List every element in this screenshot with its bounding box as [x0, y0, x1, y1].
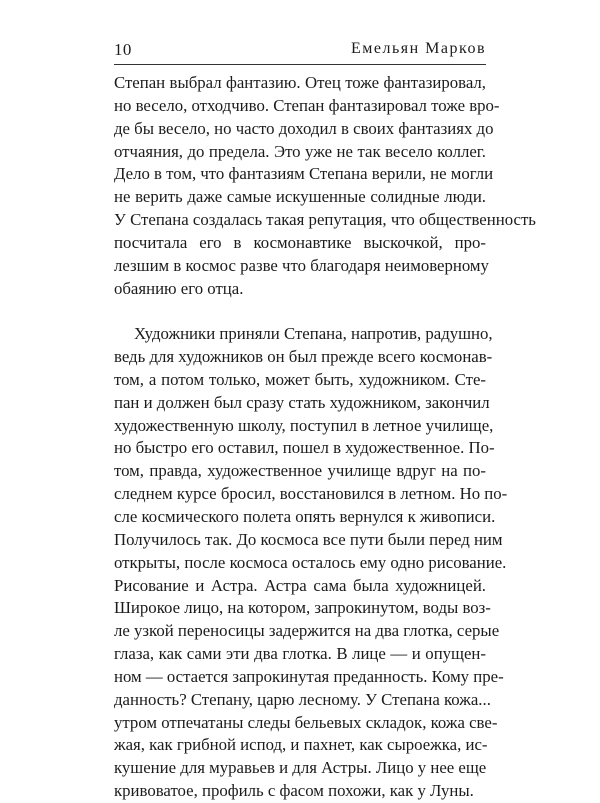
text-line: посчитала его в космонавтике выскочкой, про-	[114, 232, 486, 252]
text-line: Получилось так. До космоса все пути были перед ним	[114, 529, 503, 549]
paragraph	[114, 72, 536, 300]
text-line: лезшим в космос разве что благодаря неимоверному	[114, 255, 489, 275]
text-line: том, правда, художественное училище вдруг на по-	[114, 461, 486, 481]
text-line: отчаяния, до предела. Это уже не так весело коллег.	[114, 141, 486, 161]
text-line: У Степана создалась такая репутация, что общественность	[114, 210, 536, 230]
text-line: следнем курсе бросил, восстановился в летном. Но по-	[114, 484, 508, 504]
text-line: том, а потом только, может быть, художником. Сте-	[114, 369, 486, 389]
text-line: художественную школу, поступил в летное училище,	[114, 415, 494, 435]
author-name: Емельян Марков	[350, 40, 486, 57]
text-line: ведь для художников он был прежде всего космонав-	[114, 347, 493, 367]
text-line: но весело, отходчиво. Степан фантазировал тоже вро-	[114, 95, 500, 115]
text-line: Дело в том, что фантазиям Степана верили, не могли	[114, 164, 494, 184]
text-line: но быстро его оставил, пошел в художественное. По-	[114, 438, 495, 458]
text-line: кривоватое, профиль с фасом похожи, как у Луны.	[114, 781, 474, 801]
paragraph-gap	[114, 300, 486, 323]
paragraph	[114, 323, 508, 803]
text-line: данность? Степану, царю лесному. У Степана кожа...	[114, 689, 491, 709]
running-head	[114, 40, 486, 62]
text-line: ле узкой переносицы задержится на два глотка, серые	[114, 621, 500, 641]
page-number: 10	[114, 40, 132, 59]
body-text	[114, 72, 536, 803]
text-line: де бы весело, но часто доходил в своих фантазиях до	[114, 118, 494, 138]
text-line: обаянию его отца.	[114, 278, 244, 298]
text-line: жая, как грибной испод, и пахнет, как сыроежка, ис-	[114, 735, 488, 755]
text-line: пан и должен был сразу стать художником, закончил	[114, 392, 490, 412]
text-line: Художники приняли Степана, напротив, радушно,	[134, 324, 493, 344]
text-line: сле космического полета опять вернулся к живописи.	[114, 506, 496, 526]
text-line: утром отпечатаны следы бельевых складок, кожа све-	[114, 712, 498, 732]
header-rule	[114, 64, 486, 65]
text-line: Рисование и Астра. Астра сама была художницей.	[114, 575, 486, 595]
text-line: глаза, как сами эти два глотка. В лице — и опущен-	[114, 644, 486, 664]
text-line: открыты, после космоса осталось ему одно рисование.	[114, 552, 507, 572]
text-line: Степан выбрал фантазию. Отец тоже фантазировал,	[114, 73, 486, 92]
text-line: кушение для муравьев и для Астры. Лицо у нее еще	[114, 758, 487, 778]
text-line: не верить даже самые искушенные солидные люди.	[114, 187, 486, 207]
text-line: Широкое лицо, на котором, запрокинутом, воды воз-	[114, 598, 491, 618]
text-line: ном — остается запрокинутая преданность. Кому пре-	[114, 666, 504, 686]
